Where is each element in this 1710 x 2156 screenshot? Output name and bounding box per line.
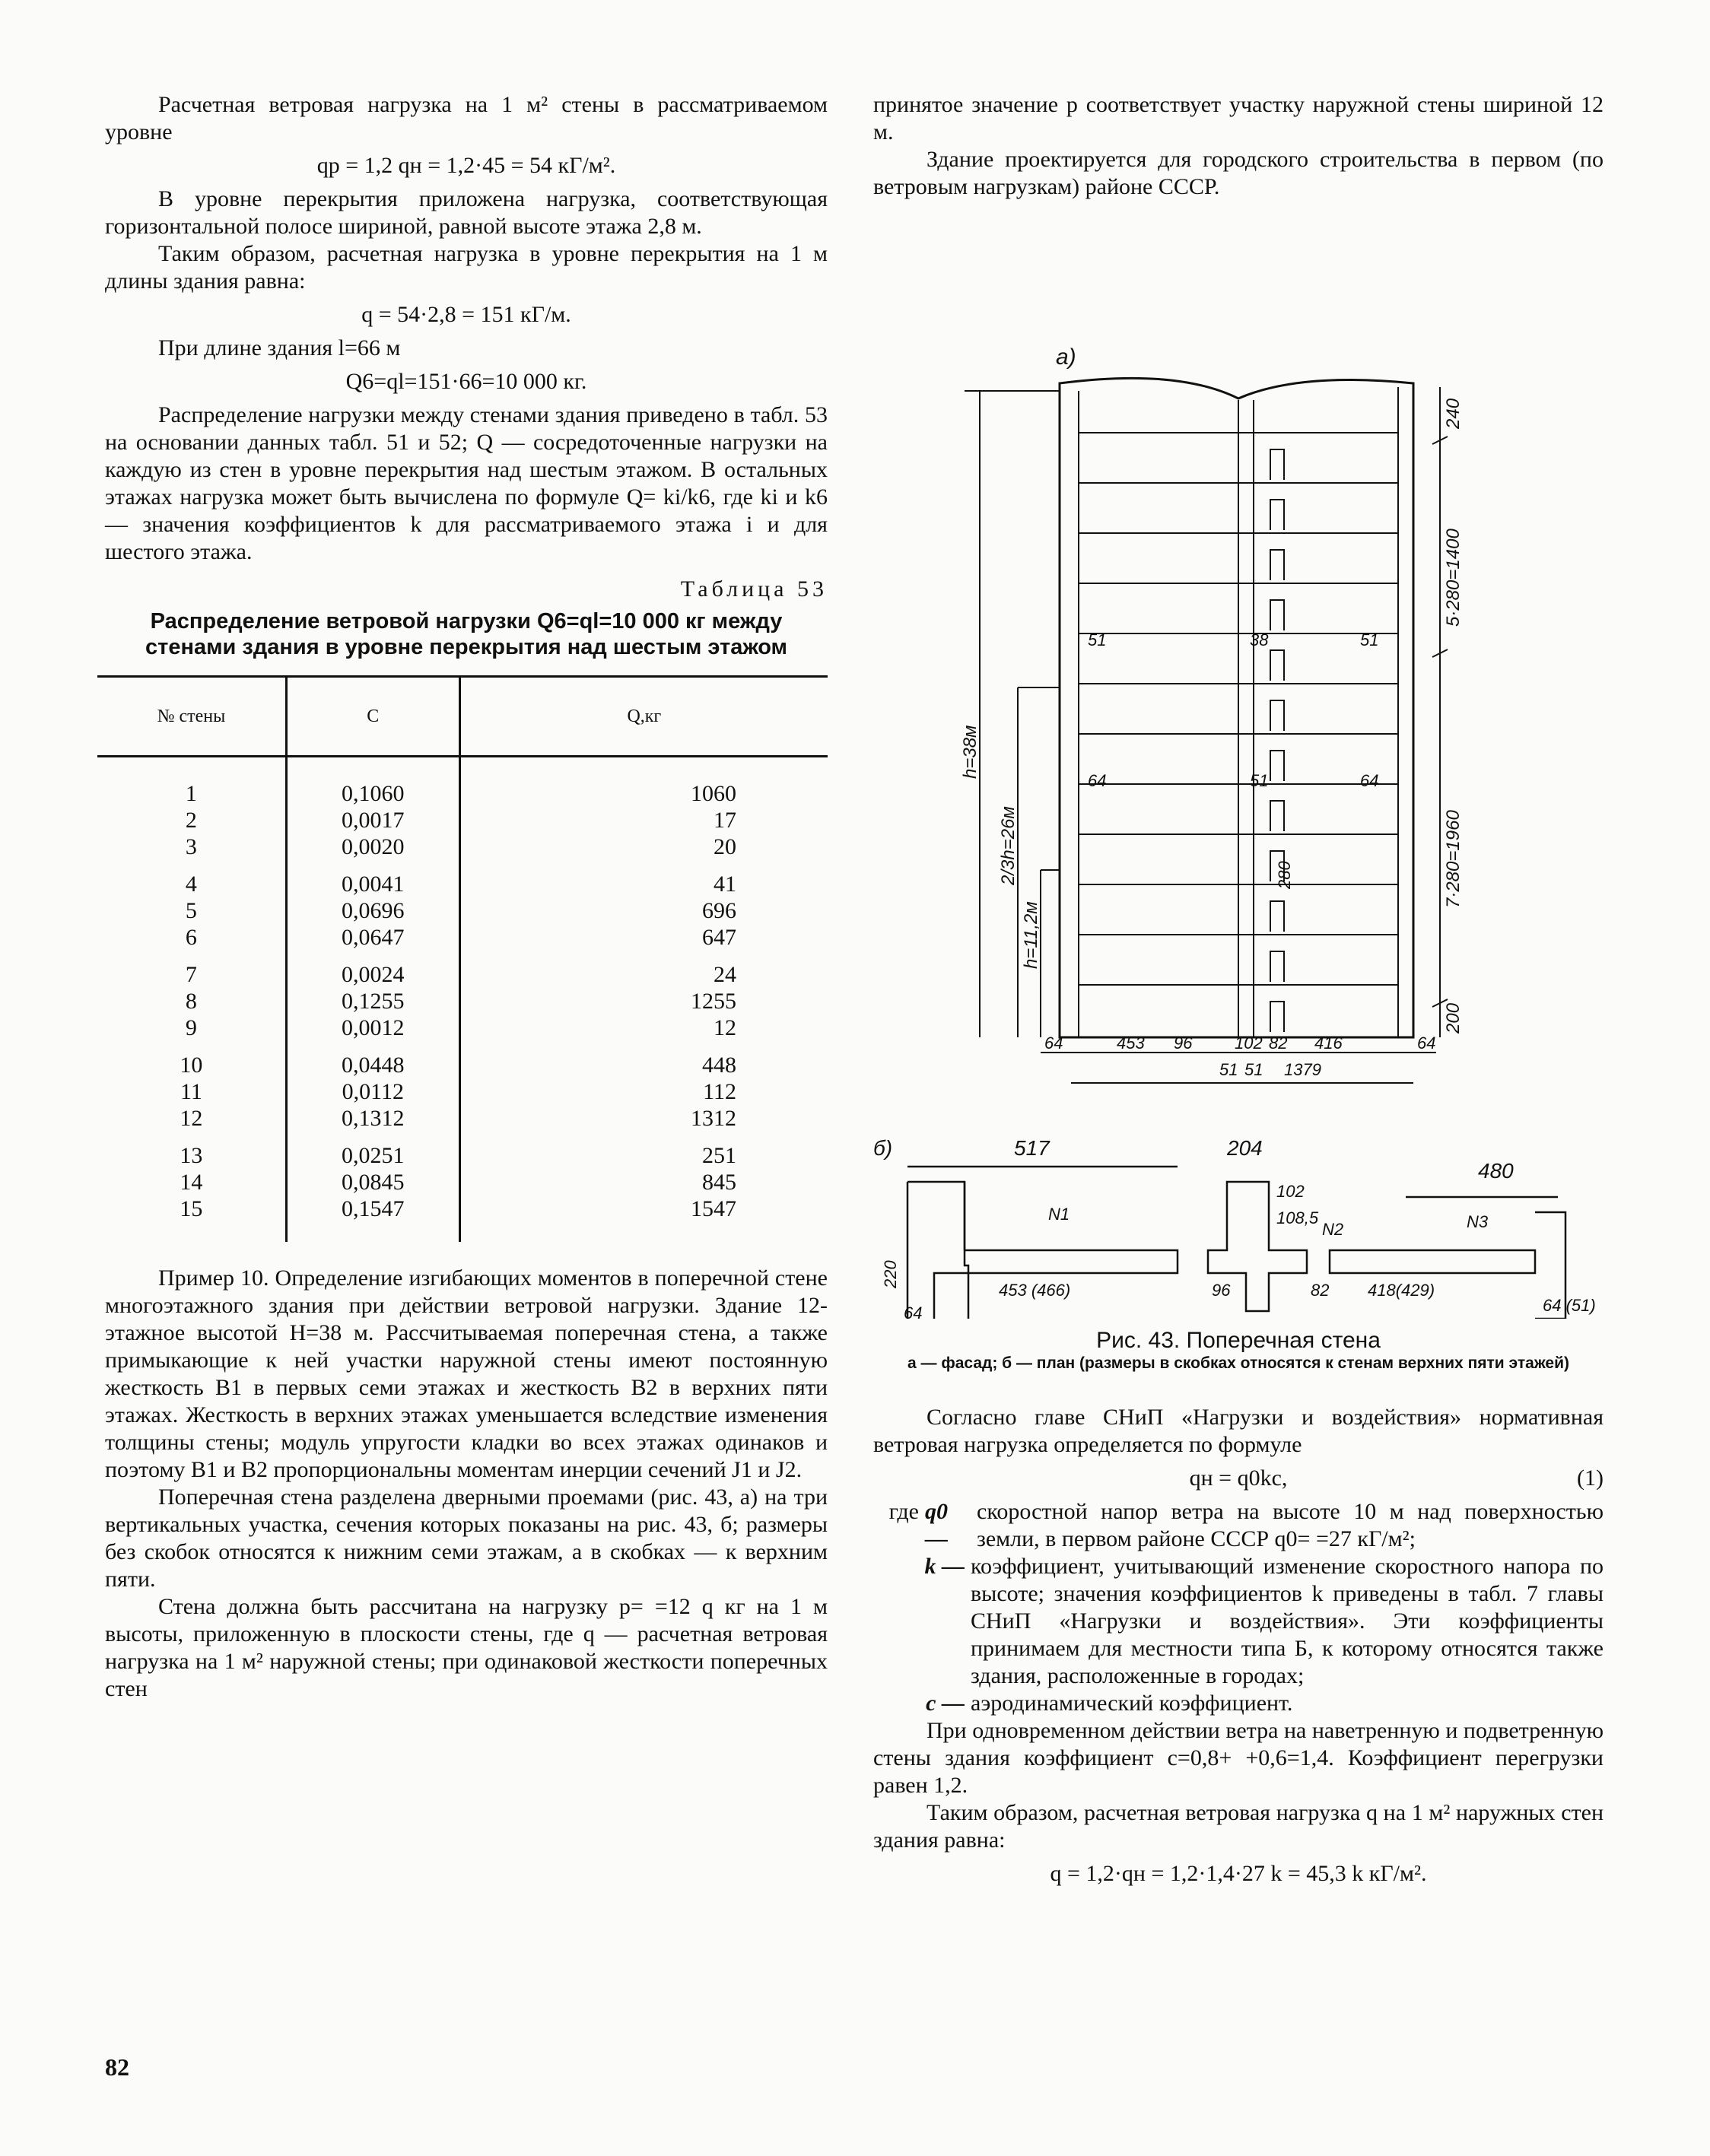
table-cell: 647 <box>459 924 828 951</box>
paragraph: Стена должна быть рассчитана на нагрузку p= =12 q кг на 1 м высоты, приложенную в плоскости стены, где q — расчетная ветровая нагрузка на 1 м² наружной стены; при одинаковой жесткости поперечных стен <box>105 1594 828 1701</box>
table-header: Q,кг <box>459 677 828 757</box>
door-opening <box>1270 500 1284 530</box>
table-cell: 11 <box>180 1079 202 1104</box>
table-row <box>97 1169 828 1195</box>
dim-label: 108,5 <box>1276 1208 1319 1227</box>
dim-label: h=38м <box>960 725 981 779</box>
definition-text: аэродинамический коэффициент. <box>971 1691 1293 1716</box>
formula-1 <box>873 1463 1604 1494</box>
table-row <box>97 988 828 1014</box>
table-row <box>97 1132 828 1169</box>
door-opening <box>1270 700 1284 731</box>
dim-label: 7·280=1960 <box>1443 810 1464 908</box>
table-cell: 0,0647 <box>286 924 459 951</box>
table-cell: 0,0112 <box>286 1078 459 1105</box>
table-row <box>97 1078 828 1105</box>
table-cell: 0,1060 <box>286 757 459 808</box>
definition-item <box>873 1690 1604 1717</box>
table-caption: Распределение ветровой нагрузки Q6=ql=10 000 кг между стенами здания в уровне перекрытия над шестым этажом <box>145 609 788 659</box>
table-cell: 0,0020 <box>286 834 459 860</box>
table-row <box>97 1105 828 1132</box>
dim-label: 102 <box>1276 1182 1305 1201</box>
table-row <box>97 897 828 924</box>
table-cell: 5 <box>185 898 197 923</box>
definition-item <box>873 1498 1604 1553</box>
dim-label: 517 <box>1014 1136 1050 1160</box>
formula: qр = 1,2 qн = 1,2·45 = 54 кГ/м². <box>316 153 616 178</box>
plan-label: N3 <box>1467 1212 1489 1231</box>
figure-43 <box>873 201 1604 1319</box>
table-row <box>97 860 828 897</box>
definition-item <box>873 1553 1604 1690</box>
table-cell: 0,0448 <box>286 1041 459 1078</box>
table-cell: 0,0845 <box>286 1169 459 1195</box>
dim-label: 96 <box>1212 1281 1231 1300</box>
paragraph: Расчетная ветровая нагрузка на 1 м² стены в рассматриваемом уровне <box>105 92 828 144</box>
dim-label: 64 <box>1417 1034 1436 1053</box>
dim-label: 2/3h=26м <box>998 806 1019 885</box>
dim-label: 96 <box>1174 1034 1193 1053</box>
dim-label: 416 <box>1314 1034 1343 1053</box>
table-cell: 2 <box>185 808 197 833</box>
right-column <box>873 91 1604 1894</box>
dim-label: 82 <box>1311 1281 1330 1300</box>
dim-label: h=11,2м <box>1021 901 1041 969</box>
dim-label: 64 <box>1044 1034 1063 1053</box>
dim-label: 418(429) <box>1368 1281 1435 1300</box>
table-cell: 41 <box>459 860 828 897</box>
table-cell: 8 <box>185 989 197 1014</box>
definition-text: коэффициент, учитывающий изменение скоростного напора по высоте; значения коэффициентов k приведены в табл. 7 главы СНиП «Нагрузки и воздействия». Эти коэффициенты принимаем для местности типа Б, к которому относятся также здания, расположенные в городах; <box>971 1554 1604 1688</box>
definitions <box>873 1498 1604 1717</box>
paragraph: В уровне перекрытия приложена нагрузка, соответствующая горизонтальной полосе шириной, равной высоте этажа 2,8 м. <box>105 186 828 239</box>
door-opening <box>1270 600 1284 630</box>
paragraph: Согласно главе СНиП «Нагрузки и воздействия» нормативная ветровая нагрузка определяется по формуле <box>873 1405 1604 1457</box>
table-cell: 17 <box>459 807 828 834</box>
table-cell: 0,0012 <box>286 1014 459 1041</box>
table-cell: 0,1255 <box>286 988 459 1014</box>
fig-label-b: б) <box>873 1136 893 1160</box>
paragraph: Поперечная стена разделена дверными проемами (рис. 43, а) на три вертикальных участка, сечения которых показаны на рис. 43, б; размеры без скобок относятся к нижним семи этажам, а в скобках — к верхним пяти. <box>105 1484 828 1592</box>
table-number: Таблица 53 <box>680 576 828 602</box>
table-cell: 696 <box>459 897 828 924</box>
table-cell: 251 <box>459 1132 828 1169</box>
table-row <box>97 1014 828 1041</box>
dim-label: 64 (51) <box>1543 1296 1596 1315</box>
table-header: № стены <box>97 677 286 757</box>
dim-label: 1379 <box>1284 1060 1321 1079</box>
plan-label: N2 <box>1322 1220 1344 1239</box>
formula: q = 54·2,8 = 151 кГ/м. <box>361 302 571 327</box>
table-cell: 845 <box>459 1169 828 1195</box>
left-column <box>105 91 828 1703</box>
table-cell: 14 <box>180 1170 203 1195</box>
table-cell: 448 <box>459 1041 828 1078</box>
dim-label: 453 (466) <box>999 1281 1071 1300</box>
dim-label: 51 <box>1219 1060 1238 1079</box>
dim-label: 200 <box>1443 1002 1464 1034</box>
table-row <box>97 951 828 988</box>
table-cell: 24 <box>459 951 828 988</box>
door-opening <box>1270 550 1284 580</box>
table-row <box>97 807 828 834</box>
formula-number: (1) <box>1577 1465 1604 1491</box>
table-cell: 15 <box>180 1196 203 1221</box>
paragraph: При одновременном действии ветра на наветренную и подветренную стены здания коэффициент c=0,8+ +0,6=1,4. Коэффициент перегрузки равен 1,2. <box>873 1718 1604 1798</box>
table-row <box>97 924 828 951</box>
table-row <box>97 757 828 808</box>
table-cell: 4 <box>185 872 197 897</box>
paragraph: Пример 10. Определение изгибающих моментов в поперечной стене многоэтажного здания при действии ветровой нагрузки. Здание 12-этажное высотой H=38 м. Рассчитываемая поперечная стена, а также примыкающие к ней участки наружной стены имеют постоянную жесткость B1 в первых семи этажах и жесткость B2 в верхних пяти этажах. Жесткость в верхних этажах уменьшается вследствие изменения толщины стены; модуль упругости кладки во всех этажах одинаков и поэтому B1 и B2 пропорциональны моментам инерции сечений J1 и J2. <box>105 1265 828 1482</box>
table-cell: 1060 <box>459 757 828 808</box>
table-cell: 0,0017 <box>286 807 459 834</box>
door-opening <box>1270 1002 1284 1032</box>
table-cell: 112 <box>459 1078 828 1105</box>
dim-label: 38 <box>1250 630 1269 649</box>
paragraph: Таким образом, расчетная нагрузка в уровне перекрытия на 1 м длины здания равна: <box>105 241 828 294</box>
table-cell: 3 <box>185 834 197 859</box>
dim-label: 240 <box>1443 398 1464 429</box>
dim-label: 51 <box>1088 630 1107 649</box>
dim-label: 453 <box>1117 1034 1145 1053</box>
table-body <box>97 757 828 1243</box>
formula: q = 1,2·qн = 1,2·1,4·27 k = 45,3 k кГ/м². <box>1050 1861 1427 1886</box>
dim-label: 51 <box>1360 630 1379 649</box>
dim-label: 280 <box>1275 861 1294 889</box>
table-cell: 1 <box>185 781 197 806</box>
door-opening <box>1270 650 1284 681</box>
paragraph: Распределение нагрузки между стенами здания приведено в табл. 53 на основании данных табл. 51 и 52; Q — сосредоточенные нагрузки на каждую из стен в уровне перекрытия над шестым этажом. В остальных этажах нагрузка может быть вычислена по формуле Q= ki/k6, где ki и k6 — значения коэффициентов k для рассматриваемого этажа i и для шестого этажа. <box>105 402 828 564</box>
dim-label: 64 <box>1360 771 1379 790</box>
table-row <box>97 1041 828 1078</box>
fig-label-a: а) <box>1056 345 1076 370</box>
definition-symbol: k — <box>924 1554 965 1579</box>
dim-label: 220 <box>881 1260 900 1288</box>
paragraph: При длине здания l=66 м <box>158 335 401 360</box>
table-cell: 20 <box>459 834 828 860</box>
table-cell: 0,0041 <box>286 860 459 897</box>
table-cell: 0,0696 <box>286 897 459 924</box>
table-cell: 13 <box>180 1143 203 1168</box>
door-opening <box>1270 951 1284 982</box>
dim-label: 480 <box>1478 1159 1514 1183</box>
table-cell: 12 <box>459 1014 828 1041</box>
plan-label: N1 <box>1048 1205 1070 1224</box>
table-cell: 1312 <box>459 1105 828 1132</box>
dim-label: 5·280=1400 <box>1443 529 1464 627</box>
paragraph: Таким образом, расчетная ветровая нагрузка q на 1 м² наружных стен здания равна: <box>873 1800 1604 1853</box>
dim-label: 102 <box>1235 1034 1263 1053</box>
door-opening <box>1270 449 1284 480</box>
dim-label: 64 <box>1088 771 1107 790</box>
table-header: C <box>286 677 459 757</box>
page-number: 82 <box>105 2053 129 2081</box>
formula-text: qн = q0kc, <box>1189 1465 1288 1491</box>
definition-text: скоростной напор ветра на высоте 10 м над поверхностью земли, в первом районе СССР q0= =27 кГ/м²; <box>977 1499 1604 1551</box>
paragraph: принятое значение p соответствует участку наружной стены шириной 12 м. <box>873 92 1604 144</box>
table-cell: 9 <box>185 1015 197 1040</box>
table-row <box>97 1195 828 1242</box>
dim-label: 82 <box>1269 1034 1288 1053</box>
table-cell: 0,0251 <box>286 1132 459 1169</box>
figure-caption-title: Рис. 43. Поперечная стена <box>1096 1328 1381 1353</box>
definition-lead: где <box>888 1499 919 1524</box>
door-opening <box>1270 901 1284 932</box>
table-cell: 0,1312 <box>286 1105 459 1132</box>
table-cell: 6 <box>185 925 197 950</box>
dim-label: 204 <box>1227 1136 1263 1160</box>
table-cell: 0,0024 <box>286 951 459 988</box>
formula: Q6=ql=151·66=10 000 кг. <box>345 369 587 394</box>
definition-symbol: q0 — <box>925 1499 948 1551</box>
paragraph: Здание проектируется для городского строительства в первом (по ветровым нагрузкам) районе СССР. <box>873 147 1604 199</box>
table-cell: 12 <box>180 1106 203 1131</box>
definition-symbol: c — <box>926 1691 965 1716</box>
table-cell: 10 <box>180 1053 203 1078</box>
table-cell: 7 <box>185 962 197 987</box>
dim-label: 51 <box>1250 771 1269 790</box>
wind-load-table <box>97 675 828 1242</box>
table-row <box>97 834 828 860</box>
table-cell: 1547 <box>459 1195 828 1242</box>
table-cell: 1255 <box>459 988 828 1014</box>
table-cell: 0,1547 <box>286 1195 459 1242</box>
dim-label: 64 <box>904 1303 923 1319</box>
door-opening <box>1270 751 1284 781</box>
figure-caption-sub: а — фасад; б — план (размеры в скобках относятся к стенам верхних пяти этажей) <box>907 1354 1570 1372</box>
door-opening <box>1270 801 1284 831</box>
dim-label: 51 <box>1244 1060 1263 1079</box>
